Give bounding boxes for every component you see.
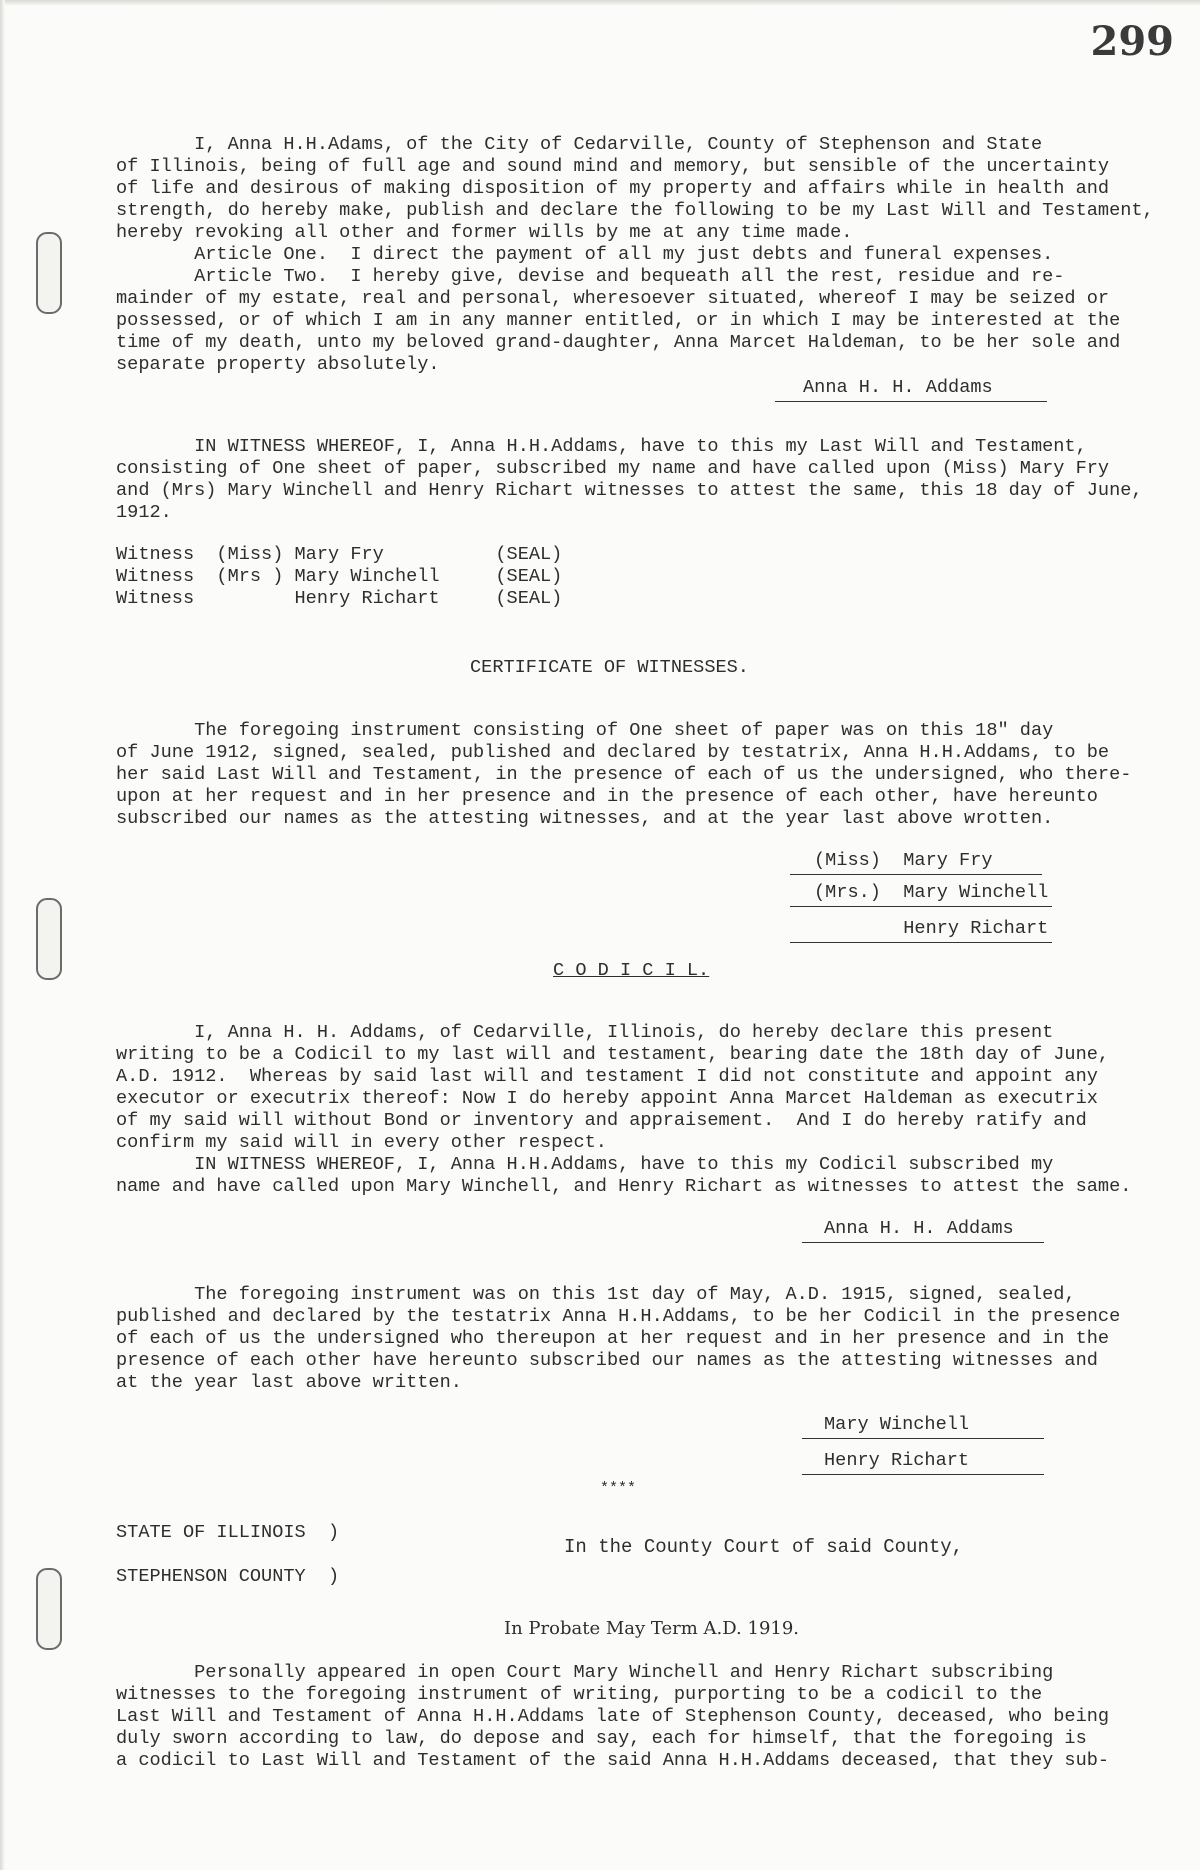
witness-clause-line: consisting of One sheet of paper, subscribed my name and have called upon (Miss) Mary Fry (116, 458, 1110, 479)
binder-hole-middle (36, 898, 62, 980)
codicil-line: IN WITNESS WHEREOF, I, Anna H.H.Addams, have to this my Codicil subscribed my (116, 1154, 1054, 1175)
codicil-line: name and have called upon Mary Winchell, and Henry Richart as witnesses to attest the same. (116, 1176, 1132, 1197)
certificate-line: The foregoing instrument consisting of One sheet of paper was on this 18" day (116, 720, 1054, 741)
codicil-line: A.D. 1912. Whereas by said last will and testament I did not constitute and appoint any (116, 1066, 1098, 1087)
codicil-attestation-line: The foregoing instrument was on this 1st day of May, A.D. 1915, signed, sealed, (116, 1284, 1076, 1305)
certificate-signature-winchell: (Mrs.) Mary Winchell (790, 882, 1052, 907)
witness-list-item: Witness (Miss) Mary Fry (SEAL) (116, 544, 563, 565)
probate-term: In Probate May Term A.D. 1919. (504, 1618, 800, 1639)
codicil-attestation-line: at the year last above written. (116, 1372, 462, 1393)
codicil-attestation-line: published and declared by the testatrix Anna H.H.Addams, to be her Codicil in the presence (116, 1306, 1121, 1327)
separator-stars: **** (600, 1480, 637, 1497)
witness-clause-line: 1912. (116, 502, 172, 523)
probate-line: witnesses to the foregoing instrument of writing, purporting to be a codicil to the (116, 1684, 1043, 1705)
will-line: mainder of my estate, real and personal, wheresoever situated, whereof I may be seized or (116, 288, 1110, 309)
binder-hole-bottom (36, 1568, 62, 1650)
will-line: possessed, or of which I am in any manner entitled, or in which I may be interested at the (116, 310, 1121, 331)
probate-line: a codicil to Last Will and Testament of the said Anna H.H.Addams deceased, that they sub- (116, 1750, 1110, 1771)
will-line: hereby revoking all other and former wills by me at any time made. (116, 222, 853, 243)
will-line: I, Anna H.H.Adams, of the City of Cedarville, County of Stephenson and State (116, 134, 1043, 155)
certificate-signature-richart: Henry Richart (790, 918, 1052, 943)
certificate-heading: CERTIFICATE OF WITNESSES. (470, 657, 749, 678)
certificate-line: her said Last Will and Testament, in the presence of each of us the undersigned, who there- (116, 764, 1132, 785)
codicil-signature: Anna H. H. Addams (802, 1218, 1044, 1243)
probate-line: Personally appeared in open Court Mary Winchell and Henry Richart subscribing (116, 1662, 1054, 1683)
witness-list-item: Witness (Mrs ) Mary Winchell (SEAL) (116, 566, 563, 587)
will-line: Article One. I direct the payment of all my just debts and funeral expenses. (116, 244, 1054, 265)
codicil-line: executor or executrix thereof: Now I do hereby appoint Anna Marcet Haldeman as executrix (116, 1088, 1098, 1109)
witness-clause-line: IN WITNESS WHEREOF, I, Anna H.H.Addams, have to this my Last Will and Testament, (116, 436, 1087, 457)
page-edge-top (0, 0, 1200, 6)
certificate-line: upon at her request and in her presence and in the presence of each other, have hereunto (116, 786, 1098, 807)
codicil-line: confirm my said will in every other respect. (116, 1132, 607, 1153)
codicil-attestation-signature-winchell: Mary Winchell (802, 1414, 1044, 1439)
certificate-line: subscribed our names as the attesting witnesses, and at the year last above wrotten. (116, 808, 1054, 829)
codicil-attestation-line: of each of us the undersigned who thereupon at her request and in her presence and in the (116, 1328, 1110, 1349)
binder-hole-top (36, 232, 62, 314)
will-line: time of my death, unto my beloved grand-daughter, Anna Marcet Haldeman, to be her sole and (116, 332, 1121, 353)
certificate-line: of June 1912, signed, sealed, published and declared by testatrix, Anna H.H.Addams, to be (116, 742, 1110, 763)
codicil-attestation-signature-richart: Henry Richart (802, 1450, 1044, 1475)
codicil-attestation-line: presence of each other have hereunto subscribed our names as the attesting witnesses and (116, 1350, 1098, 1371)
will-line: of Illinois, being of full age and sound mind and memory, but sensible of the uncertainty (116, 156, 1110, 177)
page-edge-left (0, 0, 5, 1870)
codicil-line: of my said will without Bond or inventory and appraisement. And I do hereby ratify and (116, 1110, 1087, 1131)
probate-line: Last Will and Testament of Anna H.H.Addams late of Stephenson County, deceased, who being (116, 1706, 1110, 1727)
witness-clause-line: and (Mrs) Mary Winchell and Henry Richart witnesses to attest the same, this 18 day of June, (116, 480, 1143, 501)
probate-court-heading: In the County Court of said County, (564, 1536, 964, 1558)
probate-county-line: STEPHENSON COUNTY ) (116, 1566, 340, 1587)
codicil-line: I, Anna H. H. Addams, of Cedarville, Illinois, do hereby declare this present (116, 1022, 1054, 1043)
probate-state-line: STATE OF ILLINOIS ) (116, 1522, 340, 1543)
witness-list-item: Witness Henry Richart (SEAL) (116, 588, 563, 609)
will-line: Article Two. I hereby give, devise and bequeath all the rest, residue and re- (116, 266, 1065, 287)
will-line: strength, do hereby make, publish and declare the following to be my Last Will and Testament, (116, 200, 1154, 221)
codicil-heading: C O D I C I L. (553, 960, 710, 981)
codicil-line: writing to be a Codicil to my last will and testament, bearing date the 18th day of June, (116, 1044, 1110, 1065)
page-number: 299 (1090, 18, 1174, 65)
will-line: of life and desirous of making disposition of my property and affairs while in health and (116, 178, 1110, 199)
probate-line: duly sworn according to law, do depose and say, each for himself, that the foregoing is (116, 1728, 1087, 1749)
will-signature: Anna H. H. Addams (775, 377, 1047, 402)
certificate-signature-miss-fry: (Miss) Mary Fry (790, 850, 1042, 875)
will-line: separate property absolutely. (116, 354, 440, 375)
